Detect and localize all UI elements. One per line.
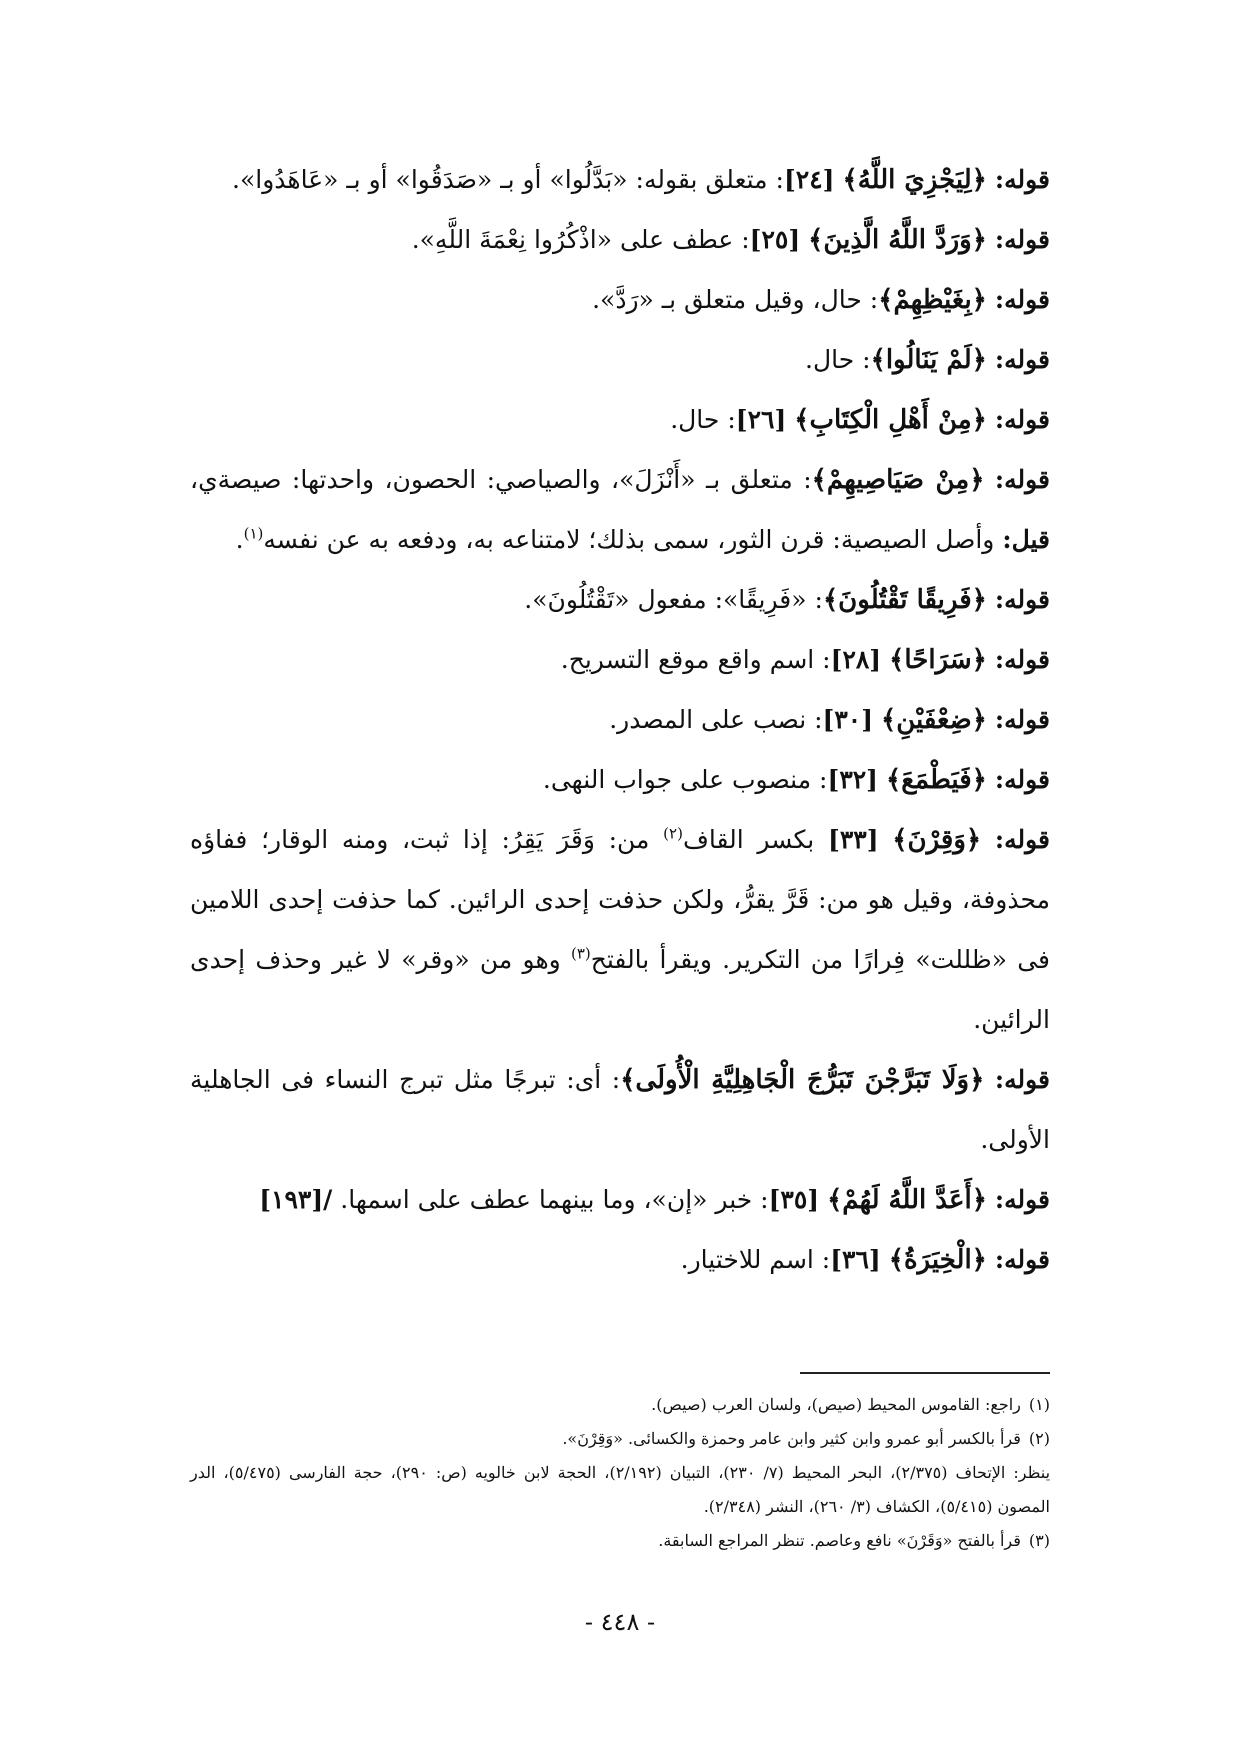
entry-label: قوله: xyxy=(994,1185,1050,1214)
quran-verse: ﴿ضِعْفَيْنِ﴾ xyxy=(881,705,987,735)
entry-3 xyxy=(190,270,1050,330)
quran-verse: ﴿بِغَيْظِهِمْ﴾ xyxy=(878,285,987,315)
entry-label: قوله: xyxy=(994,585,1050,614)
entry-9 xyxy=(190,690,1050,750)
entry-label: قوله: xyxy=(994,1065,1051,1094)
entry-13 xyxy=(190,1170,1050,1230)
footnote-text: راجع: القاموس المحيط (صيص)، ولسان العرب (صيص). xyxy=(651,1395,1021,1414)
verse-number: [٢٦] xyxy=(735,405,787,434)
entry-label: قوله: xyxy=(994,285,1050,314)
verse-number: [٢٨] xyxy=(830,645,882,674)
entry-text: : خبر «إن»، وما بينهما عطف على اسمها. xyxy=(340,1185,769,1214)
entry-text-continued: وأصل الصيصية: قرن الثور، سمى بذلك؛ لامتناعه به، ودفعه به عن نفسه xyxy=(263,525,995,554)
quran-verse: ﴿سَرَاحًا﴾ xyxy=(889,645,987,675)
entry-text: : حال. xyxy=(805,345,871,374)
verse-number: [٣٠] xyxy=(822,705,874,734)
footnote-number: (٣) xyxy=(1028,1531,1050,1550)
entry-4 xyxy=(190,330,1050,390)
entry-label: قوله: xyxy=(994,765,1050,794)
verse-number: [٣٥] xyxy=(768,1185,820,1214)
entry-label: قوله: xyxy=(994,705,1050,734)
entry-12 xyxy=(190,1050,1050,1170)
quran-verse: ﴿لَمْ يَنَالُوا﴾ xyxy=(870,345,987,375)
quran-verse: ﴿وَلَا تَبَرَّجْنَ تَبَرُّجَ الْجَاهِلِيَّةِ الْأُولَى﴾ xyxy=(620,1065,985,1095)
entry-label: قوله: xyxy=(994,405,1050,434)
entry-7 xyxy=(190,570,1050,630)
entry-label: قوله: xyxy=(994,225,1050,254)
entry-text: بكسر القاف xyxy=(682,825,815,854)
verse-number: [٣٢] xyxy=(827,765,879,794)
footnote-2-references xyxy=(190,1456,1050,1524)
verse-number: [٣٣] xyxy=(827,825,879,854)
entry-text: : منصوب على جواب النهى. xyxy=(542,765,828,794)
entry-label: قوله: xyxy=(994,1245,1050,1274)
quran-verse: ﴿فَيَطْمَعَ﴾ xyxy=(885,765,987,795)
entry-tail: . xyxy=(235,525,244,554)
quran-verse: ﴿فَرِيقًا تَقْتُلُونَ﴾ xyxy=(822,585,987,615)
entry-text: : نصب على المصدر. xyxy=(609,705,823,734)
footnote-marker[interactable]: (١) xyxy=(243,524,264,543)
entry-text: : حال، وقيل متعلق بـ «رَدَّ». xyxy=(592,285,879,314)
footnote-1 xyxy=(190,1388,1050,1422)
quran-verse: ﴿مِنْ أَهْلِ الْكِتَابِ﴾ xyxy=(794,405,987,435)
manuscript-page-marker: /[١٩٣] xyxy=(259,1185,333,1214)
entry-label: قوله: xyxy=(994,465,1050,494)
verse-number: [٢٤] xyxy=(783,165,835,194)
quran-verse: ﴿وَقِرْنَ﴾ xyxy=(892,825,982,855)
entry-label: قوله: xyxy=(994,825,1050,854)
footnote-text: ينظر: الإتحاف (٢/٣٧٥)، البحر المحيط (٧/ ٢٣٠)، التبيان (٢/١٩٢)، الحجة لابن خالويه (ص: ٢٩٠)، حجة الفارسى (٥/٤٧٥)، الدر المصون (٥/٤١٥)، الكشاف (٣/ ٢٦٠)، النشر (٢/٣٤٨). xyxy=(190,1463,1051,1516)
footnote-marker[interactable]: (٢) xyxy=(663,824,683,843)
entry-11 xyxy=(190,810,1050,1050)
quran-verse: ﴿مِنْ صَيَاصِيهِمْ﴾ xyxy=(811,465,985,495)
main-text xyxy=(190,150,1050,1290)
footnote-3 xyxy=(190,1524,1050,1558)
entry-10 xyxy=(190,750,1050,810)
entry-5 xyxy=(190,390,1050,450)
verse-number: [٣٦] xyxy=(830,1245,881,1274)
quran-verse: ﴿وَرَدَّ اللَّهُ الَّذِينَ﴾ xyxy=(808,225,987,255)
entry-text: : اسم للاختيار. xyxy=(680,1245,831,1274)
footnote-marker[interactable]: (٣) xyxy=(570,944,591,963)
entry-text: : أى: تبرجًا مثل تبرج النساء فى الجاهلية الأولى. xyxy=(190,1065,1050,1154)
footnote-divider xyxy=(800,1372,1050,1374)
entry-text: : عطف على «اذْكُرُوا نِعْمَةَ اللَّهِ». xyxy=(411,225,750,254)
entry-text-continued: من: وَقَرَ يَقِرُ: إذا ثبت، ومنه الوقار؛ ففاؤه محذوفة، وقيل هو من: قَرَّ يقرُّ، ولكن حذفت إحدى الرائين. كما حذفت إحدى اللامين فى «ظللت» فِرارًا من التكرير. ويقرأ بالفتح xyxy=(190,825,1050,974)
entry-2 xyxy=(190,210,1050,270)
entry-6 xyxy=(190,450,1050,570)
footnotes xyxy=(190,1388,1050,1558)
quran-verse: ﴿لِيَجْزِيَ اللَّهُ﴾ xyxy=(842,165,987,195)
footnote-number: (١) xyxy=(1028,1395,1050,1414)
page-number: - ٤٤٨ - xyxy=(584,1608,656,1636)
quran-verse: ﴿أَعَدَّ اللَّهُ لَهُمْ﴾ xyxy=(827,1185,987,1215)
qila-label: قيل: xyxy=(1002,525,1050,554)
entry-text: : اسم واقع موقع التسريح. xyxy=(560,645,831,674)
footnote-number: (٢) xyxy=(1028,1429,1050,1448)
entry-label: قوله: xyxy=(994,345,1050,374)
footnote-text: قرأ بالفتح «وَقَرْنَ» نافع وعاصم. تنظر المراجع السابقة. xyxy=(658,1531,1021,1550)
footnote-2 xyxy=(190,1422,1050,1456)
entry-label: قوله: xyxy=(994,645,1050,674)
quran-verse: ﴿الْخِيَرَةُ﴾ xyxy=(888,1245,987,1275)
entry-text: : متعلق بـ «أَنْزَلَ»، والصياصي: الحصون، واحدتها: صيصةي، xyxy=(190,465,812,494)
entry-text: : «فَرِيقًا»: مفعول «تَقْتُلُونَ». xyxy=(524,585,823,614)
entry-text: : حال. xyxy=(670,405,736,434)
verse-number: [٢٥] xyxy=(749,225,801,254)
entry-text: : متعلق بقوله: «بَدَّلُوا» أو بـ «صَدَقُوا» أو بـ «عَاهَدُوا». xyxy=(232,165,784,194)
entry-14 xyxy=(190,1230,1050,1290)
entry-tail: وهو من «وقر» لا غير وحذف إحدى الرائين. xyxy=(190,945,1050,1034)
entry-label: قوله: xyxy=(994,165,1050,194)
footnote-text: قرأ بالكسر أبو عمرو وابن كثير وابن عامر وحمزة والكسائى. «وَقِرْنَ». xyxy=(562,1429,1021,1448)
entry-8 xyxy=(190,630,1050,690)
entry-1 xyxy=(190,150,1050,210)
